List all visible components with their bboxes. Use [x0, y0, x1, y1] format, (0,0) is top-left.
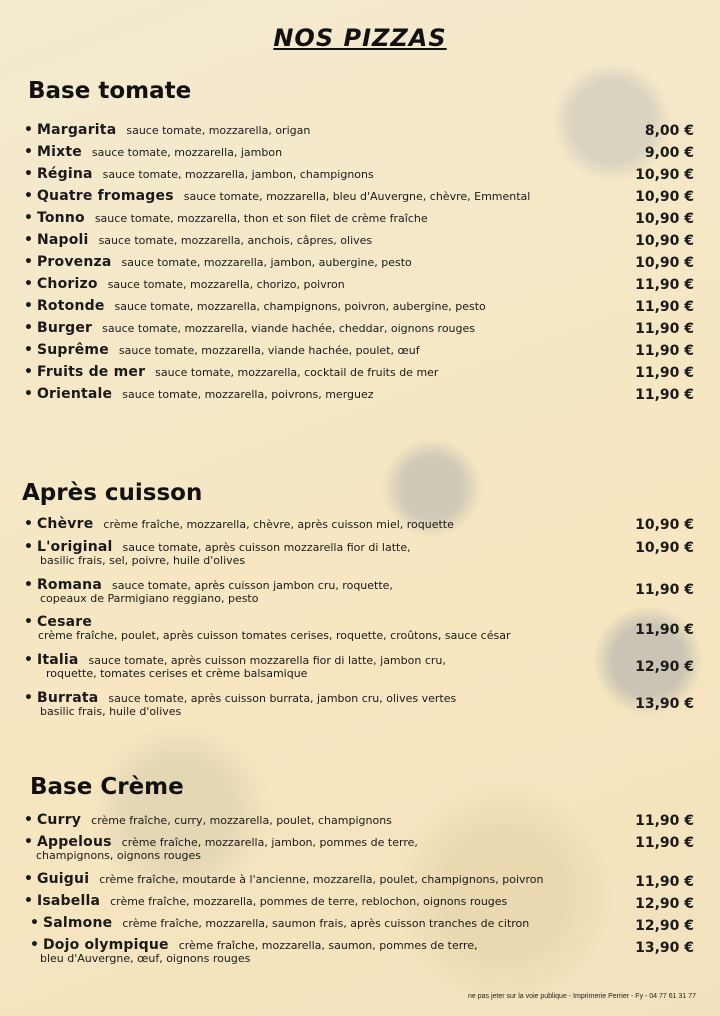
bullet: • [24, 516, 33, 532]
item-desc-cont: bleu d'Auvergne, œuf, oignons rouges [40, 952, 251, 965]
bullet: • [24, 652, 33, 668]
item-name: Isabella [36, 893, 101, 909]
item-name: Guigui [36, 871, 90, 887]
item-name: Suprême [36, 342, 109, 358]
item-name: Fruits de mer [36, 364, 146, 380]
menu-item [30, 915, 696, 934]
bullet: • [24, 144, 33, 160]
item-price: 11,90 € [635, 622, 694, 638]
item-desc: sauce tomate, mozzarella, jambon, aubergine, pesto [121, 256, 412, 269]
menu-item [24, 344, 696, 357]
menu-item [24, 692, 696, 718]
item-name: Dojo olympique [42, 937, 169, 953]
item-desc: sauce tomate, mozzarella, chorizo, poivron [107, 278, 345, 291]
item-desc: sauce tomate, mozzarella, viande hachée, poulet, œuf [118, 344, 420, 357]
menu-item [24, 518, 696, 531]
bullet: • [24, 320, 33, 336]
menu-item [24, 871, 696, 890]
item-price: 11,90 € [635, 387, 694, 403]
item-desc: crème fraîche, curry, mozzarella, poulet, champignons [91, 814, 392, 827]
item-name: Régina [36, 166, 93, 182]
item-price: 10,90 € [635, 189, 694, 205]
bullet: • [24, 577, 33, 593]
menu-item [24, 836, 696, 862]
item-desc: sauce tomate, mozzarella, poivrons, merguez [122, 388, 374, 401]
bullet: • [24, 364, 33, 380]
item-price: 10,90 € [635, 540, 694, 556]
item-name: Salmone [42, 915, 113, 931]
item-desc: crème fraîche, mozzarella, jambon, pommes de terre, [121, 836, 418, 849]
item-price: 11,90 € [635, 582, 694, 598]
item-price: 10,90 € [635, 167, 694, 183]
item-name: Mixte [36, 144, 82, 160]
page-title: NOS PIZZAS [273, 24, 447, 52]
item-desc: crème fraîche, mozzarella, chèvre, après cuisson miel, roquette [103, 518, 454, 531]
item-name: Rotonde [36, 298, 105, 314]
item-desc: sauce tomate, après cuisson jambon cru, roquette, [112, 579, 393, 592]
menu-item [24, 124, 696, 137]
item-name: Tonno [36, 210, 85, 226]
item-desc: sauce tomate, après cuisson mozzarella fior di latte, jambon cru, [88, 654, 446, 667]
item-price: 11,90 € [635, 343, 694, 359]
item-name: Orientale [36, 386, 113, 402]
item-desc: sauce tomate, mozzarella, bleu d'Auvergne, chèvre, Emmental [183, 190, 531, 203]
item-name: Napoli [36, 232, 89, 248]
item-price: 11,90 € [635, 813, 694, 829]
menu-item [24, 300, 696, 313]
item-price: 11,90 € [635, 365, 694, 381]
menu-item [24, 541, 696, 567]
item-price: 10,90 € [635, 255, 694, 271]
item-desc: crème fraîche, mozzarella, saumon frais, après cuisson tranches de citron [122, 917, 530, 930]
item-desc-cont: copeaux de Parmigiano reggiano, pesto [40, 592, 259, 605]
item-desc-cont: roquette, tomates cerises et crème balsamique [46, 667, 308, 680]
item-desc: sauce tomate, mozzarella, viande hachée, cheddar, oignons rouges [102, 322, 476, 335]
bullet: • [24, 834, 33, 850]
item-price: 11,90 € [635, 321, 694, 337]
menu-item [24, 212, 696, 225]
menu-item [24, 814, 696, 827]
bullet: • [24, 254, 33, 270]
item-desc: sauce tomate, mozzarella, jambon, champignons [102, 168, 374, 181]
menu-item [24, 190, 696, 203]
item-name: Curry [36, 812, 82, 828]
item-name: L'original [36, 539, 113, 555]
item-desc: sauce tomate, mozzarella, thon et son filet de crème fraîche [94, 212, 428, 225]
item-name: Cesare [36, 614, 93, 630]
menu-item [24, 234, 696, 247]
item-price: 8,00 € [644, 123, 694, 139]
item-price: 12,90 € [635, 659, 694, 675]
item-price: 11,90 € [635, 835, 694, 851]
item-price: 11,90 € [635, 874, 694, 890]
item-name: Italia [36, 652, 79, 668]
item-price: 11,90 € [635, 299, 694, 315]
item-name: Quatre fromages [36, 188, 174, 204]
menu-item [24, 654, 696, 680]
item-desc-cont: champignons, oignons rouges [36, 849, 202, 862]
item-price: 11,90 € [635, 277, 694, 293]
menu-item [24, 322, 696, 335]
item-desc: sauce tomate, mozzarella, origan [126, 124, 311, 137]
item-name: Provenza [36, 254, 112, 270]
section-title-apres-cuisson: Après cuisson [22, 480, 203, 506]
bullet: • [24, 298, 33, 314]
section-title-base-tomate: Base tomate [28, 78, 192, 104]
item-price: 13,90 € [635, 696, 694, 712]
menu-item [24, 256, 696, 269]
item-desc: sauce tomate, mozzarella, champignons, poivron, aubergine, pesto [114, 300, 486, 313]
item-price: 12,90 € [635, 896, 694, 912]
item-price: 10,90 € [635, 517, 694, 533]
item-name: Burrata [36, 690, 99, 706]
bullet: • [24, 812, 33, 828]
item-name: Margarita [36, 122, 117, 138]
bullet: • [24, 871, 33, 887]
menu-item [24, 893, 696, 912]
menu-item [24, 168, 696, 181]
item-price: 13,90 € [635, 940, 694, 956]
menu-item [24, 616, 696, 642]
bullet: • [24, 232, 33, 248]
item-price: 9,00 € [644, 145, 694, 161]
menu-item [24, 388, 696, 401]
menu-item [30, 939, 696, 965]
bullet: • [24, 210, 33, 226]
bullet: • [24, 614, 33, 630]
item-desc: crème fraîche, mozzarella, saumon, pommes de terre, [178, 939, 478, 952]
item-price: 10,90 € [635, 233, 694, 249]
item-name: Romana [36, 577, 103, 593]
item-desc: sauce tomate, après cuisson mozzarella fior di latte, [122, 541, 411, 554]
bullet: • [24, 166, 33, 182]
menu-item [24, 278, 696, 291]
item-desc: crème fraîche, mozzarella, pommes de terre, reblochon, oignons rouges [110, 895, 508, 908]
bullet: • [24, 690, 33, 706]
item-name: Appelous [36, 834, 112, 850]
item-price: 10,90 € [635, 211, 694, 227]
bullet: • [24, 386, 33, 402]
item-desc: sauce tomate, mozzarella, cocktail de fruits de mer [155, 366, 439, 379]
item-desc: crème fraîche, moutarde à l'ancienne, mozzarella, poulet, champignons, poivron [99, 873, 544, 886]
item-name: Burger [36, 320, 93, 336]
menu-item [24, 146, 696, 159]
section-title-base-creme: Base Crème [30, 774, 184, 800]
bullet: • [30, 937, 39, 953]
item-desc: sauce tomate, mozzarella, jambon [91, 146, 283, 159]
item-desc-cont: basilic frais, sel, poivre, huile d'olives [40, 554, 246, 567]
item-name: Chorizo [36, 276, 98, 292]
bullet: • [24, 122, 33, 138]
item-price: 12,90 € [635, 918, 694, 934]
item-desc: sauce tomate, après cuisson burrata, jambon cru, olives vertes [108, 692, 457, 705]
item-desc: sauce tomate, mozzarella, anchois, câpres, olives [98, 234, 373, 247]
bullet: • [24, 539, 33, 555]
bullet: • [24, 276, 33, 292]
footer-note: ne pas jeter sur la voie publique - Imprimerie Perrier - Fy - 04 77 61 31 77 [468, 993, 696, 1000]
item-desc-cont: crème fraîche, poulet, après cuisson tomates cerises, roquette, croûtons, sauce césar [38, 629, 511, 642]
bullet: • [30, 915, 39, 931]
item-name: Chèvre [36, 516, 94, 532]
item-desc-cont: basilic frais, huile d'olives [40, 705, 182, 718]
bullet: • [24, 893, 33, 909]
menu-item [24, 366, 696, 379]
menu-item [24, 579, 696, 605]
bullet: • [24, 188, 33, 204]
bullet: • [24, 342, 33, 358]
